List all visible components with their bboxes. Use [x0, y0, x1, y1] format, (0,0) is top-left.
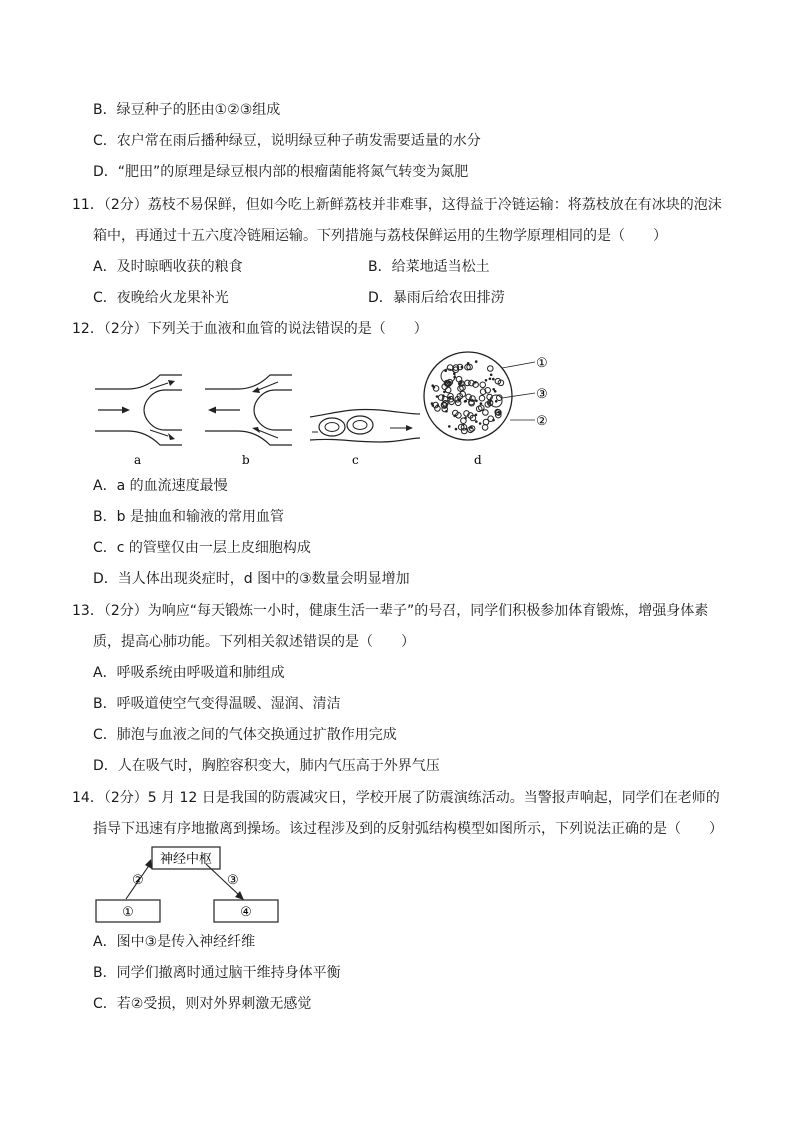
- vessel-a: [95, 375, 182, 467]
- q11-option-a: A．及时晾晒收获的粮食: [93, 259, 243, 275]
- q14-option-b: B．同学们撤离时通过脑干维持身体平衡: [93, 965, 341, 981]
- q13-option-d: D．人在吸气时，胸腔容积变大，肺内气压高于外界气压: [93, 758, 440, 774]
- q14-option-c: C．若②受损，则对外界刺激无感觉: [93, 996, 312, 1012]
- marker-2: ②: [536, 414, 548, 429]
- red-blood-cell: [483, 410, 489, 416]
- platelet: [446, 403, 449, 406]
- vessel-a-label: a: [134, 453, 142, 467]
- q11-option-d: D．暴雨后给农田排涝: [368, 290, 505, 306]
- platelet: [485, 379, 488, 382]
- platelet: [436, 395, 439, 398]
- platelet: [460, 381, 463, 384]
- q11-option-b: B．给菜地适当松土: [368, 259, 490, 275]
- marker-1: ①: [536, 356, 548, 371]
- q10-option-b: B．绿豆种子的胚由①②③组成: [93, 102, 281, 118]
- red-blood-cell: [479, 395, 485, 401]
- platelet: [492, 388, 495, 391]
- red-blood-cell: [482, 425, 488, 431]
- smear-d-label: d: [474, 453, 482, 467]
- platelet: [442, 394, 445, 397]
- platelet: [475, 420, 478, 423]
- red-blood-cell: [458, 386, 464, 392]
- q13-stem-line2: 质，提高心肺功能。下列相关叙述错误的是（ ）: [93, 634, 415, 650]
- q14-stem-line1: 14．（2分）5 月 12 日是我国的防震减灾日，学校开展了防震演练活动。当警报声响起，同学们在老师的: [72, 790, 720, 806]
- platelet: [457, 398, 460, 401]
- platelet: [448, 425, 451, 428]
- q11-stem-line2: 箱中，再通过十五六度冷链厢运输。下列措施与荔枝保鲜运用的生物学原理相同的是（ ）: [93, 228, 667, 244]
- platelet: [492, 378, 495, 381]
- platelet: [490, 374, 493, 377]
- platelet: [475, 400, 478, 403]
- platelet: [461, 366, 464, 369]
- red-blood-cell: [488, 366, 494, 372]
- q12-option-c: C．c 的管壁仅由一层上皮细胞构成: [93, 540, 311, 556]
- q14-option-a: A．图中③是传入神经纤维: [93, 934, 256, 950]
- marker-3: ③: [227, 873, 239, 888]
- q12-stem: 12．（2分）下列关于血液和血管的说法错误的是（ ）: [72, 321, 428, 337]
- red-blood-cell: [445, 387, 451, 393]
- platelet: [489, 378, 492, 381]
- platelet: [479, 422, 482, 425]
- q12-option-d: D．当人体出现炎症时，d 图中的③数量会明显增加: [93, 571, 410, 587]
- q10-option-d: D．“肥田”的原理是绿豆根内部的根瘤菌能将氮气转变为氮肥: [93, 164, 469, 180]
- platelet: [474, 381, 477, 384]
- vessel-c: [310, 409, 420, 467]
- red-blood-cell: [462, 428, 468, 434]
- marker-2: ②: [132, 873, 144, 888]
- platelet: [475, 414, 478, 417]
- platelet: [431, 384, 434, 387]
- marker-4: ④: [240, 905, 252, 920]
- platelet: [497, 411, 500, 414]
- platelet: [436, 404, 439, 407]
- blood-vessel-figure: [90, 348, 570, 470]
- nerve-center-label: 神经中枢: [159, 852, 213, 867]
- platelet: [445, 410, 448, 413]
- q13-option-c: C．肺泡与血液之间的气体交换通过扩散作用完成: [93, 727, 397, 743]
- platelet: [431, 402, 434, 405]
- reflex-arc-figure: [94, 844, 284, 926]
- platelet: [495, 400, 498, 403]
- platelet: [475, 360, 478, 363]
- vessel-b-label: b: [242, 453, 250, 467]
- platelet: [467, 362, 470, 365]
- q13-option-b: B．呼吸道使空气变得温暖、湿润、清洁: [93, 696, 341, 712]
- q13-option-a: A．呼吸系统由呼吸道和肺组成: [93, 665, 285, 681]
- q12-option-a: A．a 的血流速度最慢: [93, 478, 228, 494]
- platelet: [453, 415, 456, 418]
- blood-smear-d: [424, 352, 548, 467]
- marker-3: ③: [536, 387, 548, 402]
- q11-option-c: C．夜晚给火龙果补光: [93, 290, 229, 306]
- vessel-b: [205, 375, 292, 467]
- platelet: [470, 426, 473, 429]
- red-blood-cell: [480, 382, 486, 388]
- q11-stem-line1: 11．（2分）荔枝不易保鲜，但如今吃上新鲜荔枝并非难事，这得益于冷链运输：将荔枝放在有冰块的泡沫: [72, 197, 722, 213]
- q12-option-b: B．b 是抽血和输液的常用血管: [93, 509, 284, 525]
- platelet: [492, 419, 495, 422]
- platelet: [443, 391, 446, 394]
- platelet: [455, 428, 458, 431]
- platelet: [480, 402, 483, 405]
- q14-stem-line2: 指导下迅速有序地撤离到操场。该过程涉及到的反射弧结构模型如图所示，下列说法正确的是（ ）: [93, 821, 723, 837]
- q13-stem-line1: 13．（2分）为响应“每天锻炼一小时，健康生活一辈子”的号召，同学们积极参加体育锻炼，增强身体素: [72, 603, 709, 619]
- marker-1: ①: [122, 905, 134, 920]
- platelet: [464, 400, 467, 403]
- vessel-c-label: c: [352, 453, 359, 467]
- platelet: [464, 417, 467, 420]
- q10-option-c: C．农户常在雨后播种绿豆，说明绿豆种子萌发需要适量的水分: [93, 133, 481, 149]
- platelet: [448, 397, 451, 400]
